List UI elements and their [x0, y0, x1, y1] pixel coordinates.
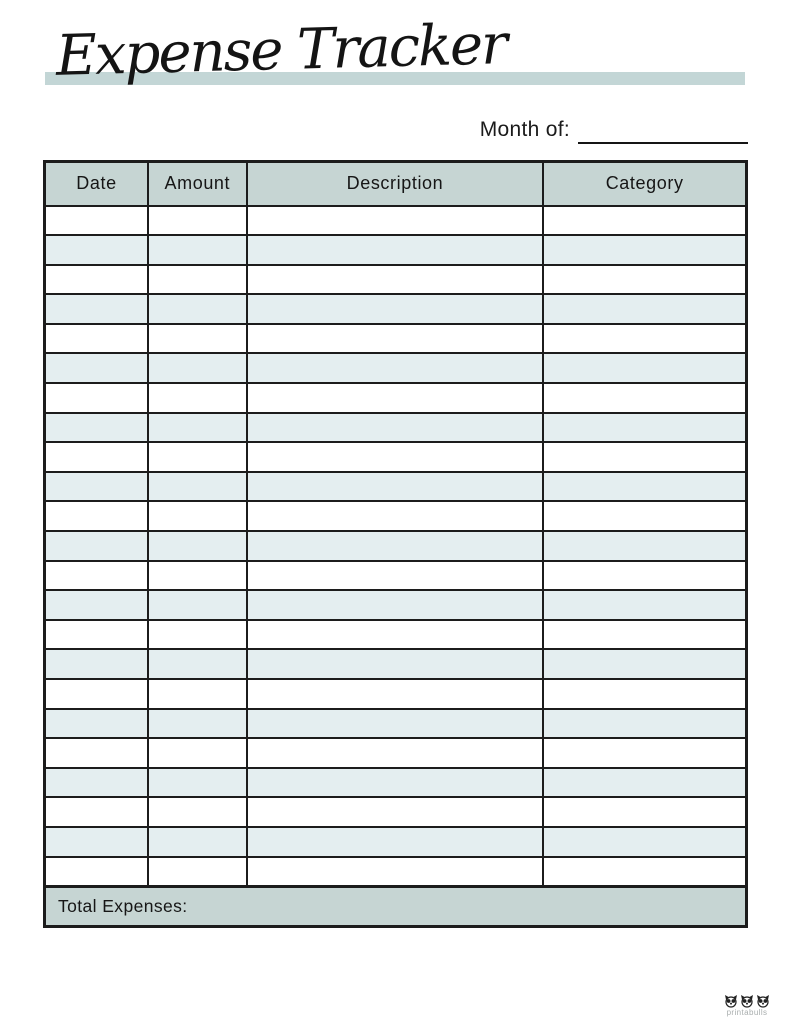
cell-category[interactable]: [543, 235, 746, 265]
cell-amount[interactable]: [148, 590, 247, 620]
cell-amount[interactable]: [148, 768, 247, 798]
cell-date[interactable]: [45, 413, 149, 443]
cell-category[interactable]: [543, 324, 746, 354]
month-input[interactable]: [578, 120, 748, 144]
cell-amount[interactable]: [148, 235, 247, 265]
cell-date[interactable]: [45, 649, 149, 679]
bulldog-icon: [724, 995, 738, 1008]
cell-date[interactable]: [45, 501, 149, 531]
cell-date[interactable]: [45, 531, 149, 561]
cell-category[interactable]: [543, 649, 746, 679]
cell-date[interactable]: [45, 561, 149, 591]
table-row: [45, 294, 747, 324]
cell-date[interactable]: [45, 768, 149, 798]
cell-category[interactable]: [543, 383, 746, 413]
brand-logo: [724, 995, 770, 1018]
cell-description[interactable]: [247, 383, 544, 413]
table-row: [45, 383, 747, 413]
cell-category[interactable]: [543, 709, 746, 739]
cell-amount[interactable]: [148, 353, 247, 383]
cell-date[interactable]: [45, 679, 149, 709]
cell-category[interactable]: [543, 265, 746, 295]
table-row: [45, 353, 747, 383]
cell-description[interactable]: [247, 827, 544, 857]
cell-amount[interactable]: [148, 413, 247, 443]
cell-category[interactable]: [543, 679, 746, 709]
cell-description[interactable]: [247, 738, 544, 768]
cell-category[interactable]: [543, 620, 746, 650]
table-row: [45, 827, 747, 857]
table-row: [45, 679, 747, 709]
cell-category[interactable]: [543, 857, 746, 887]
table-row: [45, 472, 747, 502]
cell-category[interactable]: [543, 472, 746, 502]
table-row: [45, 531, 747, 561]
cell-description[interactable]: [247, 649, 544, 679]
cell-date[interactable]: [45, 206, 149, 236]
three-bulldogs-icon: [724, 995, 770, 1008]
cell-category[interactable]: [543, 797, 746, 827]
column-header-description: Description: [247, 162, 544, 206]
cell-category[interactable]: [543, 413, 746, 443]
cell-date[interactable]: [45, 353, 149, 383]
cell-date[interactable]: [45, 265, 149, 295]
cell-amount[interactable]: [148, 383, 247, 413]
table-row: [45, 442, 747, 472]
expense-table: [43, 160, 748, 928]
table-row: [45, 620, 747, 650]
table-row: [45, 709, 747, 739]
cell-description[interactable]: [247, 353, 544, 383]
cell-amount[interactable]: [148, 827, 247, 857]
cell-category[interactable]: [543, 561, 746, 591]
cell-amount[interactable]: [148, 738, 247, 768]
cell-date[interactable]: [45, 620, 149, 650]
cell-description[interactable]: [247, 531, 544, 561]
cell-description[interactable]: [247, 235, 544, 265]
total-cell[interactable]: [45, 886, 747, 926]
cell-category[interactable]: [543, 442, 746, 472]
cell-description[interactable]: [247, 679, 544, 709]
cell-date[interactable]: [45, 797, 149, 827]
cell-amount[interactable]: [148, 649, 247, 679]
column-header-date: Date: [45, 162, 149, 206]
column-header-category: Category: [543, 162, 746, 206]
table-row: [45, 413, 747, 443]
cell-date[interactable]: [45, 709, 149, 739]
cell-category[interactable]: [543, 501, 746, 531]
cell-category[interactable]: [543, 353, 746, 383]
cell-description[interactable]: [247, 590, 544, 620]
cell-description[interactable]: [247, 857, 544, 887]
table-row: [45, 797, 747, 827]
cell-category[interactable]: [543, 590, 746, 620]
cell-amount[interactable]: [148, 857, 247, 887]
table-row: [45, 768, 747, 798]
table-row: [45, 857, 747, 887]
cell-amount[interactable]: [148, 501, 247, 531]
cell-category[interactable]: [543, 827, 746, 857]
cell-description[interactable]: [247, 294, 544, 324]
cell-description[interactable]: [247, 620, 544, 650]
table-row: [45, 206, 747, 236]
month-label: Month of:: [479, 118, 570, 141]
table-row: [45, 501, 747, 531]
table-header-row: [45, 162, 747, 206]
cell-description[interactable]: [247, 442, 544, 472]
cell-amount[interactable]: [148, 265, 247, 295]
cell-amount[interactable]: [148, 561, 247, 591]
total-expenses-label: Total Expenses:: [58, 895, 188, 916]
cell-date[interactable]: [45, 442, 149, 472]
table-row: [45, 265, 747, 295]
cell-category[interactable]: [543, 294, 746, 324]
bulldog-icon: [756, 995, 770, 1008]
cell-date[interactable]: [45, 857, 149, 887]
cell-amount[interactable]: [148, 709, 247, 739]
table-row: [45, 561, 747, 591]
cell-category[interactable]: [543, 768, 746, 798]
cell-amount[interactable]: [148, 679, 247, 709]
cell-description[interactable]: [247, 265, 544, 295]
cell-date[interactable]: [45, 472, 149, 502]
cell-date[interactable]: [45, 590, 149, 620]
cell-amount[interactable]: [148, 206, 247, 236]
cell-date[interactable]: [45, 383, 149, 413]
table-row: [45, 649, 747, 679]
cell-amount[interactable]: [148, 620, 247, 650]
cell-date[interactable]: [45, 235, 149, 265]
cell-description[interactable]: [247, 768, 544, 798]
cell-description[interactable]: [247, 797, 544, 827]
cell-date[interactable]: [45, 324, 149, 354]
brand-name: printabulls: [726, 1008, 768, 1017]
cell-date[interactable]: [45, 827, 149, 857]
cell-description[interactable]: [247, 413, 544, 443]
cell-category[interactable]: [543, 206, 746, 236]
cell-description[interactable]: [247, 501, 544, 531]
cell-description[interactable]: [247, 472, 544, 502]
cell-amount[interactable]: [148, 294, 247, 324]
table-row: [45, 590, 747, 620]
cell-category[interactable]: [543, 531, 746, 561]
cell-amount[interactable]: [148, 442, 247, 472]
cell-category[interactable]: [543, 738, 746, 768]
cell-date[interactable]: [45, 738, 149, 768]
table-row: [45, 738, 747, 768]
cell-amount[interactable]: [148, 797, 247, 827]
cell-amount[interactable]: [148, 531, 247, 561]
cell-description[interactable]: [247, 709, 544, 739]
total-row: [45, 886, 747, 926]
cell-date[interactable]: [45, 294, 149, 324]
cell-amount[interactable]: [148, 472, 247, 502]
table-row: [45, 235, 747, 265]
bulldog-icon: [740, 995, 754, 1008]
cell-description[interactable]: [247, 561, 544, 591]
cell-description[interactable]: [247, 324, 544, 354]
cell-description[interactable]: [247, 206, 544, 236]
cell-amount[interactable]: [148, 324, 247, 354]
page-title: Expense Tracker: [55, 12, 507, 89]
month-row: [43, 118, 748, 144]
table-row: [45, 324, 747, 354]
column-header-amount: Amount: [148, 162, 247, 206]
